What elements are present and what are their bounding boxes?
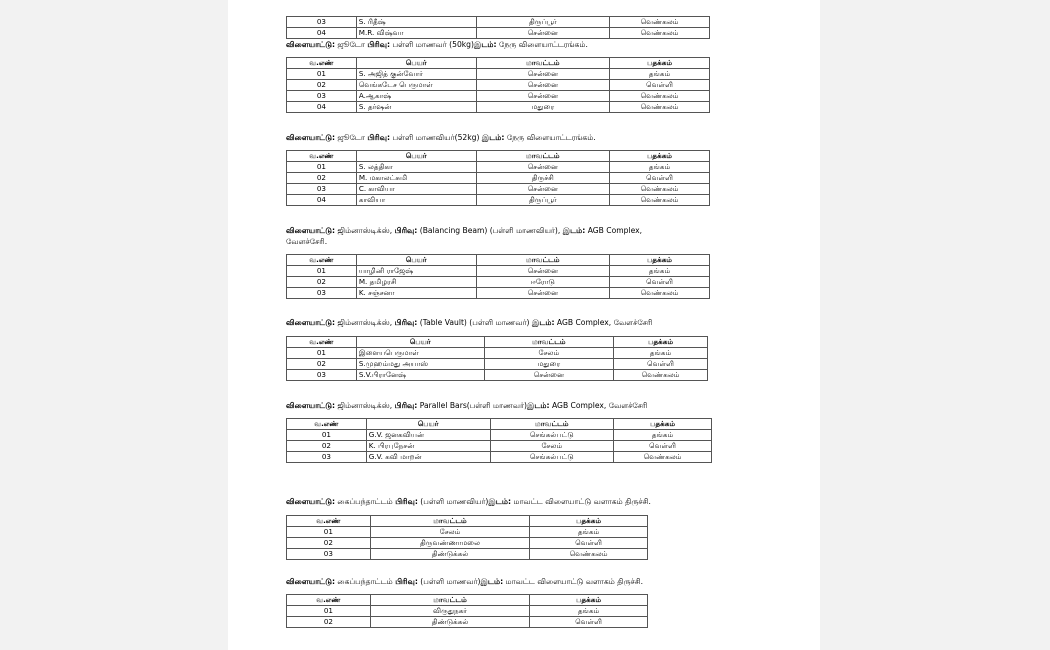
cell-serial: 04 — [287, 102, 357, 113]
caption-category: (பள்ளி மாணவியர்) — [417, 497, 489, 506]
header-district: மாவட்டம் — [484, 337, 614, 348]
header-medal: பதக்கம் — [530, 595, 648, 606]
table-row — [287, 370, 708, 381]
cell-name: S.V.பிரானேஷ் — [356, 370, 484, 381]
cell-medal: தங்கம் — [610, 162, 710, 173]
table-header-row — [287, 419, 712, 430]
cell-medal: தங்கம் — [610, 69, 710, 80]
cell-name: M. தமிழரசி — [356, 277, 476, 288]
results-table-judo-boys — [286, 57, 710, 113]
cell-serial: 03 — [287, 549, 371, 560]
cell-medal: வெள்ளி — [530, 617, 648, 628]
cell-medal: வெள்ளி — [614, 441, 712, 452]
cell-serial: 01 — [287, 606, 371, 617]
caption-key-category: பிரிவு: — [394, 226, 418, 235]
table-row — [287, 91, 710, 102]
cell-serial: 02 — [287, 617, 371, 628]
caption-key-sport: விளையாட்டு: — [286, 133, 336, 142]
caption-sport: கைப்பந்தாட்டம் — [335, 577, 396, 586]
cell-serial: 03 — [287, 370, 357, 381]
cell-serial: 02 — [287, 277, 357, 288]
caption-category: (Table Vault) (பள்ளி மாணவர்) — [417, 318, 532, 327]
cell-name: S.முஹம்மது அயாஸ் — [356, 359, 484, 370]
caption-key-category: பிரிவு: — [367, 40, 391, 49]
cell-name: A.ஆகாஷ் — [356, 91, 476, 102]
caption-key-venue: இடம்: — [562, 226, 586, 235]
results-table-judo-girls — [286, 150, 710, 206]
header-district: மாவட்டம் — [370, 595, 530, 606]
caption-key-venue: இடம்: — [527, 401, 550, 410]
cell-name: யாழினி ராஜேஷ் — [356, 266, 476, 277]
cell-medal: வெண்கலம் — [610, 184, 710, 195]
results-table-continued — [286, 16, 710, 39]
cell-serial: 02 — [287, 80, 357, 91]
cell-serial: 04 — [287, 28, 357, 39]
header-serial: வ.எண் — [287, 337, 357, 348]
document-page — [228, 0, 820, 650]
cell-medal: வெண்கலம் — [610, 91, 710, 102]
cell-medal: வெண்கலம் — [610, 195, 710, 206]
cell-name: M. மகாலட்சுமி — [356, 173, 476, 184]
header-name: பெயர் — [356, 337, 484, 348]
cell-district: சேலம் — [490, 441, 614, 452]
table-row — [287, 617, 648, 628]
header-name: பெயர் — [356, 151, 476, 162]
cell-district: திருப்பூர் — [476, 195, 610, 206]
cell-medal: வெண்கலம் — [610, 102, 710, 113]
caption-category: பள்ளி மாணவர் (50kg) — [390, 40, 474, 49]
header-medal: பதக்கம் — [614, 419, 712, 430]
table-row — [287, 184, 710, 195]
cell-medal: வெண்கலம் — [610, 28, 710, 39]
caption-key-sport: விளையாட்டு: — [286, 497, 336, 506]
caption-sport: ஜூடோ — [335, 40, 368, 49]
caption-category: Parallel Bars(பள்ளி மாணவர்) — [417, 401, 527, 410]
cell-medal: தங்கம் — [614, 430, 712, 441]
cell-serial: 02 — [287, 538, 371, 549]
header-name: பெயர் — [366, 419, 490, 430]
cell-medal: வெண்கலம் — [610, 17, 710, 28]
caption-sport: ஜூடோ — [335, 133, 368, 142]
caption-key-category: பிரிவு: — [394, 318, 418, 327]
caption-category: (Balancing Beam) (பள்ளி மாணவியர்), — [417, 226, 563, 235]
cell-name: G.V. கவி மாறன் — [366, 452, 490, 463]
cell-district: சேலம் — [370, 527, 530, 538]
cell-medal: வெண்கலம் — [530, 549, 648, 560]
caption-key-sport: விளையாட்டு: — [286, 226, 336, 235]
cell-name: K. சஞ்சனா — [356, 288, 476, 299]
caption-key-venue: இடம்: — [473, 40, 497, 49]
cell-district: சென்னை — [476, 69, 610, 80]
cell-district: திருச்சி — [476, 173, 610, 184]
cell-serial: 03 — [287, 17, 357, 28]
caption-sport: ஜிம்னாஸ்டிக்ஸ், — [335, 226, 395, 235]
table-row — [287, 69, 710, 80]
caption-key-venue: இடம்: — [488, 497, 511, 506]
table-row — [287, 606, 648, 617]
cell-name: S. ரிதீஷ் — [356, 17, 476, 28]
cell-name: S. அஜித் குன்வோர் — [356, 69, 476, 80]
caption-venue: நேரு விளையாட்டரங்கம். — [504, 133, 596, 142]
cell-medal: வெண்கலம் — [610, 288, 710, 299]
caption-category: (பள்ளி மாணவர்) — [417, 577, 481, 586]
caption-category: பள்ளி மாணவியர்(52kg) — [390, 133, 482, 142]
caption-sport: கைப்பந்தாட்டம் — [335, 497, 396, 506]
results-table-parallel-bars — [286, 418, 712, 463]
event-caption-judo-boys — [286, 39, 588, 50]
header-serial: வ.எண் — [287, 58, 357, 69]
cell-name: C. காவியா — [356, 184, 476, 195]
header-serial: வ.எண் — [287, 516, 371, 527]
cell-medal: தங்கம் — [530, 606, 648, 617]
header-serial: வ.எண் — [287, 151, 357, 162]
cell-serial: 01 — [287, 69, 357, 80]
cell-district: திருவண்ணாமலை — [370, 538, 530, 549]
results-table-table-vault — [286, 336, 708, 381]
caption-sport: ஜிம்னாஸ்டிக்ஸ், — [335, 318, 395, 327]
cell-name: M.R. விஷ்வா — [356, 28, 476, 39]
cell-name: G.V. ஜனகவியன் — [366, 430, 490, 441]
cell-name: S. லத்திகா — [356, 162, 476, 173]
table-header-row — [287, 516, 648, 527]
header-medal: பதக்கம் — [610, 255, 710, 266]
cell-district: திண்டுக்கல் — [370, 617, 530, 628]
header-serial: வ.எண் — [287, 255, 357, 266]
cell-district: சென்னை — [476, 266, 610, 277]
cell-district: சென்னை — [484, 370, 614, 381]
event-caption-table-vault — [286, 317, 652, 328]
cell-medal: வெள்ளி — [610, 277, 710, 288]
caption-venue: மாவட்ட விளையாட்டு வளாகம் திருச்சி. — [503, 577, 644, 586]
cell-serial: 04 — [287, 195, 357, 206]
cell-medal: வெள்ளி — [614, 359, 708, 370]
cell-name: இளையபெருமாள் — [356, 348, 484, 359]
cell-medal: வெள்ளி — [610, 80, 710, 91]
cell-serial: 02 — [287, 441, 367, 452]
cell-district: செங்கல்பட்டு — [490, 430, 614, 441]
caption-key-category: பிரிவு: — [395, 577, 418, 586]
caption-venue: நேரு விளையாட்டரங்கம். — [496, 40, 588, 49]
header-district: மாவட்டம் — [490, 419, 614, 430]
cell-serial: 02 — [287, 173, 357, 184]
header-district: மாவட்டம் — [370, 516, 530, 527]
table-row — [287, 195, 710, 206]
table-row — [287, 17, 710, 28]
table-header-row — [287, 337, 708, 348]
cell-serial: 01 — [287, 527, 371, 538]
cell-medal: வெண்கலம் — [614, 452, 712, 463]
cell-district: விருதுநகர் — [370, 606, 530, 617]
cell-district: சென்னை — [476, 28, 610, 39]
cell-district: சென்னை — [476, 184, 610, 195]
header-name: பெயர் — [356, 255, 476, 266]
cell-name: S. தர்ஷன் — [356, 102, 476, 113]
cell-district: திண்டுக்கல் — [370, 549, 530, 560]
cell-serial: 01 — [287, 348, 357, 359]
event-caption-judo-girls — [286, 132, 596, 143]
caption-venue: AGB Complex, வேளச்சேரி — [554, 318, 653, 327]
cell-medal: வெண்கலம் — [614, 370, 708, 381]
caption-key-venue: இடம்: — [531, 318, 555, 327]
table-row — [287, 348, 708, 359]
header-district: மாவட்டம் — [476, 255, 610, 266]
caption-key-venue: இடம்: — [481, 133, 505, 142]
cell-district: செங்கல்பட்டு — [490, 452, 614, 463]
cell-district: சேலம் — [484, 348, 614, 359]
caption-sport: ஜிம்னாஸ்டிக்ஸ், — [335, 401, 395, 410]
header-district: மாவட்டம் — [476, 58, 610, 69]
table-header-row — [287, 58, 710, 69]
table-row — [287, 359, 708, 370]
event-caption-volleyball-boys — [286, 576, 643, 587]
table-row — [287, 288, 710, 299]
cell-district: திருப்பூர் — [476, 17, 610, 28]
table-row — [287, 266, 710, 277]
cell-serial: 03 — [287, 91, 357, 102]
caption-venue: AGB Complex, வேளச்சேரி — [549, 401, 648, 410]
table-header-row — [287, 255, 710, 266]
cell-name: வெங்கடேச பெருமாள் — [356, 80, 476, 91]
cell-district: சென்னை — [476, 91, 610, 102]
caption-key-category: பிரிவு: — [394, 401, 418, 410]
cell-serial: 01 — [287, 162, 357, 173]
cell-district: சென்னை — [476, 288, 610, 299]
cell-serial: 01 — [287, 430, 367, 441]
table-row — [287, 28, 710, 39]
caption-key-category: பிரிவு: — [395, 497, 418, 506]
cell-district: சென்னை — [476, 162, 610, 173]
cell-serial: 03 — [287, 184, 357, 195]
caption-key-sport: விளையாட்டு: — [286, 401, 336, 410]
table-row — [287, 538, 648, 549]
event-caption-parallel-bars — [286, 400, 647, 411]
header-medal: பதக்கம் — [614, 337, 708, 348]
table-header-row — [287, 595, 648, 606]
cell-medal: வெள்ளி — [530, 538, 648, 549]
cell-serial: 01 — [287, 266, 357, 277]
cell-medal: தங்கம் — [614, 348, 708, 359]
table-row — [287, 102, 710, 113]
cell-serial: 02 — [287, 359, 357, 370]
cell-serial: 03 — [287, 452, 367, 463]
cell-name: K. பிரபுநேசன் — [366, 441, 490, 452]
results-table-volleyball-girls — [286, 515, 648, 560]
caption-key-venue: இடம்: — [480, 577, 504, 586]
table-row — [287, 80, 710, 91]
caption-key-sport: விளையாட்டு: — [286, 318, 336, 327]
table-row — [287, 173, 710, 184]
caption-venue-line2: வேளச்சேரி. — [286, 237, 328, 246]
event-caption-volleyball-girls — [286, 496, 651, 507]
results-table-volleyball-boys — [286, 594, 648, 628]
header-name: பெயர் — [356, 58, 476, 69]
header-serial: வ.எண் — [287, 419, 367, 430]
table-row — [287, 277, 710, 288]
table-row — [287, 549, 648, 560]
caption-key-category: பிரிவு: — [367, 133, 391, 142]
cell-name: காவியா — [356, 195, 476, 206]
header-medal: பதக்கம் — [610, 58, 710, 69]
table-row — [287, 441, 712, 452]
caption-venue: AGB Complex, — [585, 226, 643, 235]
table-header-row — [287, 151, 710, 162]
table-row — [287, 527, 648, 538]
cell-district: மதுரை — [476, 102, 610, 113]
cell-district: ஈரோடு — [476, 277, 610, 288]
header-medal: பதக்கம் — [610, 151, 710, 162]
caption-venue: மாவட்ட விளையாட்டு வளாகம் திருச்சி. — [510, 497, 651, 506]
header-medal: பதக்கம் — [530, 516, 648, 527]
event-caption-balancing-beam — [286, 225, 642, 247]
table-row — [287, 162, 710, 173]
results-table-balancing-beam — [286, 254, 710, 299]
cell-district: சென்னை — [476, 80, 610, 91]
table-row — [287, 452, 712, 463]
cell-medal: தங்கம் — [530, 527, 648, 538]
header-district: மாவட்டம் — [476, 151, 610, 162]
caption-key-sport: விளையாட்டு: — [286, 40, 336, 49]
table-row — [287, 430, 712, 441]
cell-serial: 03 — [287, 288, 357, 299]
header-serial: வ.எண் — [287, 595, 371, 606]
caption-key-sport: விளையாட்டு: — [286, 577, 336, 586]
cell-medal: வெள்ளி — [610, 173, 710, 184]
cell-medal: தங்கம் — [610, 266, 710, 277]
cell-district: மதுரை — [484, 359, 614, 370]
